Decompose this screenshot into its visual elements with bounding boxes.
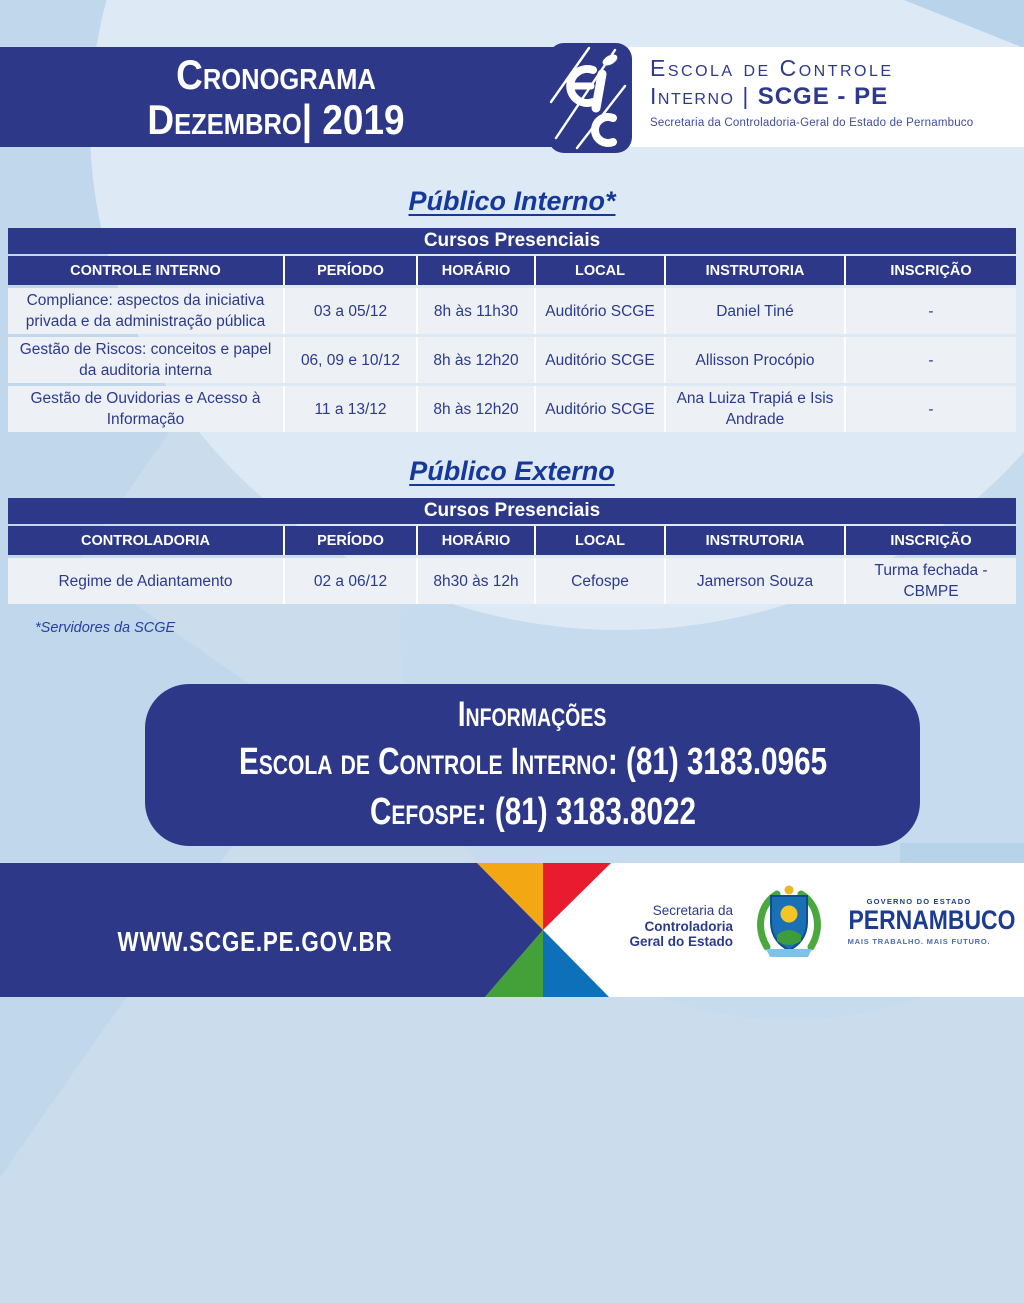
table-row (8, 558, 1016, 604)
table-publico-interno (8, 228, 1016, 432)
column-header: PERÍODO (285, 256, 416, 285)
logo-wordmark (650, 55, 1010, 129)
footer-secretaria-text (592, 903, 733, 950)
cell-course: Regime de Adiantamento (8, 558, 283, 604)
cell-horario: 8h às 12h20 (418, 386, 534, 432)
secretaria-line2: Controladoria (644, 918, 733, 934)
column-header: INSCRIÇÃO (846, 256, 1016, 285)
cell-inscricao: - (846, 288, 1016, 334)
column-header: PERÍODO (285, 526, 416, 555)
logo-name-line2 (650, 81, 1010, 112)
column-header: CONTROLE INTERNO (8, 256, 283, 285)
table-row (8, 288, 1016, 334)
cell-periodo: 11 a 13/12 (285, 386, 416, 432)
table-band: Cursos Presenciais (8, 228, 1016, 254)
logo-subtitle: Secretaria da Controladoria-Geral do Estado de Pernambuco (650, 117, 974, 129)
logo-name-divider: | (742, 83, 750, 109)
secretaria-line3: Geral do Estado (629, 934, 733, 949)
table-row (8, 337, 1016, 383)
background-corner-triangle (904, 0, 1024, 48)
website-url: WWW.SCGE.PE.GOV.BR (117, 926, 393, 957)
gov-tagline: MAIS TRABALHO. MAIS FUTURO. (847, 937, 991, 946)
cell-course: Gestão de Ouvidorias e Acesso à Informação (8, 386, 283, 432)
heading-publico-externo: Público Externo (409, 456, 615, 486)
column-header: INSTRUTORIA (666, 526, 844, 555)
cell-periodo: 03 a 05/12 (285, 288, 416, 334)
cell-local: Auditório SCGE (536, 288, 664, 334)
info-box (145, 684, 920, 846)
cell-local: Auditório SCGE (536, 337, 664, 383)
cell-instrutoria: Jamerson Souza (666, 558, 844, 604)
cell-course: Gestão de Riscos: conceitos e papel da auditoria interna (8, 337, 283, 383)
column-header: LOCAL (536, 526, 664, 555)
heading-publico-interno: Público Interno* (408, 186, 616, 216)
cell-instrutoria: Daniel Tiné (666, 288, 844, 334)
cell-inscricao: - (846, 337, 1016, 383)
table-header-row (8, 256, 1016, 285)
cell-local: Auditório SCGE (536, 386, 664, 432)
logo-name-line2-light: Interno (650, 83, 735, 109)
column-header: INSTRUTORIA (666, 256, 844, 285)
cell-local: Cefospe (536, 558, 664, 604)
government-brand (836, 897, 1016, 946)
background-strip-bottom-right (900, 843, 1024, 863)
column-header: HORÁRIO (418, 526, 534, 555)
cell-periodo: 02 a 06/12 (285, 558, 416, 604)
logo-name-line1: Escola de Controle (650, 55, 894, 81)
page-title-line1: Cronograma (176, 51, 376, 98)
cell-horario: 8h às 12h20 (418, 337, 534, 383)
table-band: Cursos Presenciais (8, 498, 1016, 524)
secretaria-line1: Secretaria da (652, 903, 733, 918)
cell-horario: 8h30 às 12h (418, 558, 534, 604)
logo-name-line2-bold: SCGE - PE (757, 83, 889, 110)
footnote: *Servidores da SCGE (35, 620, 176, 636)
cell-horario: 8h às 11h30 (418, 288, 534, 334)
info-phone-cefospe: Cefospe: (81) 3183.8022 (369, 791, 696, 833)
table-publico-externo (8, 498, 1016, 604)
cell-inscricao: - (846, 386, 1016, 432)
ec-logo-icon (547, 42, 633, 159)
pernambuco-coat-of-arms-icon (751, 883, 827, 968)
cell-inscricao: Turma fechada - CBMPE (846, 558, 1016, 604)
column-header: LOCAL (536, 256, 664, 285)
page-title-line2: Dezembro| 2019 (147, 96, 405, 143)
page-title (33, 52, 519, 142)
column-header: CONTROLADORIA (8, 526, 283, 555)
cell-instrutoria: Ana Luiza Trapiá e Isis Andrade (666, 386, 844, 432)
column-header: INSCRIÇÃO (846, 526, 1016, 555)
gov-state-name: PERNAMBUCO (848, 905, 1016, 935)
table-header-row (8, 526, 1016, 555)
table-row (8, 386, 1016, 432)
cell-instrutoria: Allisson Procópio (666, 337, 844, 383)
info-phone-escola: Escola de Controle Interno: (81) 3183.0965 (238, 741, 827, 783)
column-header: HORÁRIO (418, 256, 534, 285)
cell-course: Compliance: aspectos da iniciativa privada e da administração pública (8, 288, 283, 334)
cell-periodo: 06, 09 e 10/12 (285, 337, 416, 383)
gov-top-label: GOVERNO DO ESTADO (866, 897, 972, 906)
info-title: Informações (458, 695, 607, 734)
